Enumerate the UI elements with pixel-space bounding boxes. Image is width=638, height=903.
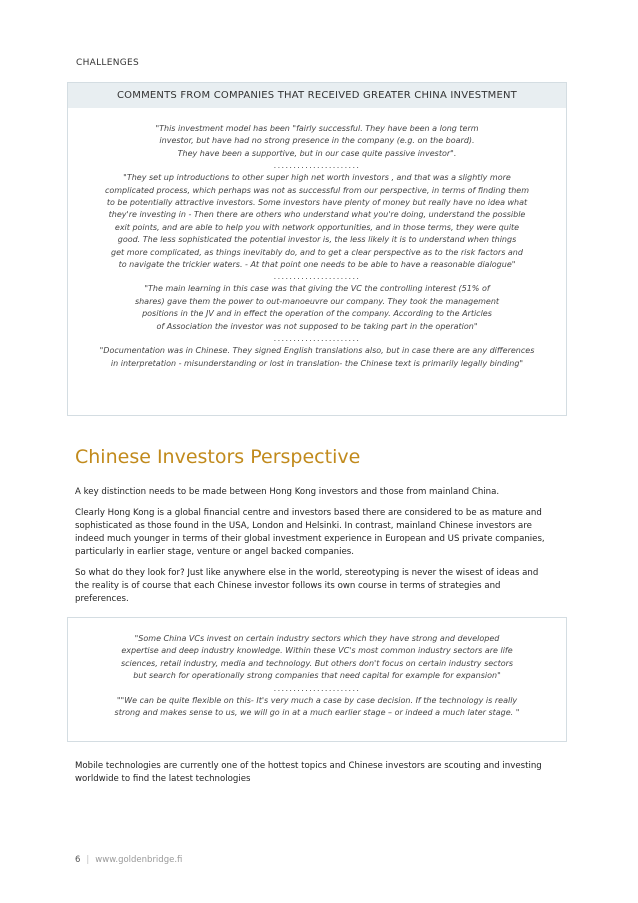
quote-3: "The main learning in this case was that giving the VC the controlling interest (51% of shares) gave them the power to out-manoeuvre our company. They took the management positions in the JV and in effect the operation of the company. According to the Articles of Association the investor was not supposed to be taking part in the operation"	[134, 284, 500, 331]
quote-2: "They set up introductions to other super high net worth investors , and that was a slightly more complicated process, which perhaps was not as successful from our perspective, in terms of finding them to be potentially attractive investors. Some investors have plenty of money but really have no idea what they're investing in - Then there are others who understand what you're doing, understand the possible exit points, and are able to help you with network opportunities, and in those terms, they were quite good. The less sophisticated the potential investor is, the less likely it is to understand when things get more complicated, as things inevitably do, and to get a clear perspective as to the risk factors and to navigate the trickier waters. - At that point one needs to be able to have a reasonable dialogue"	[104, 173, 530, 270]
quote-list	[68, 123, 566, 370]
paragraph-3: So what do they look for? Just like anywhere else in the world, stereotyping is never the wisest of ideas and the reality is of course that each Chinese investor follows its own course in terms of strategies and preferences.	[75, 568, 539, 604]
closing-paragraph: Mobile technologies are currently one of the hottest topics and Chinese investors are scouting and investing worldwide to find the latest technologies	[75, 761, 542, 784]
quote-6: ""We can be quite flexible on this- It's very much a case by case decision. If the technology is really strong and makes sense to us, we will go in at a much earlier stage – or indeed a much later stage. "	[114, 695, 520, 718]
companies-comments-box	[67, 82, 567, 416]
paragraph-1: A key distinction needs to be made between Hong Kong investors and those from mainland China.	[75, 487, 500, 497]
page-footer	[75, 855, 182, 865]
investor-quotes-box	[67, 617, 567, 742]
quote-separator: ......................	[273, 334, 361, 344]
quote-list	[68, 633, 566, 719]
quote-separator: ......................	[273, 161, 361, 171]
box-heading: COMMENTS FROM COMPANIES THAT RECEIVED GREATER CHINA INVESTMENT	[68, 83, 566, 108]
quote-5: "Some China VCs invest on certain industry sectors which they have strong and developed expertise and deep industry knowledge. Within these VC's most common industry sectors are life sciences, retail industry, media and technology. But others don't focus on certain industry sectors but search for operationally strong companies that need capital for example for expansion"	[120, 634, 514, 681]
closing-text	[75, 760, 547, 794]
quote-4: "Documentation was in Chinese. They signed English translations also, but in case there are any differences in interpretation - misunderstanding or lost in translation- the Chinese text is primarily legally binding"	[99, 346, 535, 368]
paragraph-2: Clearly Hong Kong is a global financial centre and investors based there are considered to be as mature and sophisticated as those found in the USA, London and Helsinki. In contrast, mainland Chinese investors are indeed much younger in terms of their global investment experience in European and US private companies, particularly in earlier stage, venture or angel backed companies.	[75, 508, 545, 557]
section-heading: Chinese Investors Perspective	[75, 446, 361, 468]
quote-separator: ......................	[273, 272, 361, 282]
body-text	[75, 486, 547, 614]
quote-1: "This investment model has been "fairly successful. They have been a long term investor, but have had no strong presence in the company (e.g. on the board). They have been a supportive, but in our case quite passive investor".	[155, 124, 479, 158]
section-label: CHALLENGES	[76, 58, 140, 68]
quote-separator: ......................	[273, 683, 361, 693]
website-link[interactable]: www.goldenbridge.fi	[95, 855, 183, 865]
footer-separator: |	[86, 855, 90, 865]
page-number: 6	[75, 855, 81, 865]
